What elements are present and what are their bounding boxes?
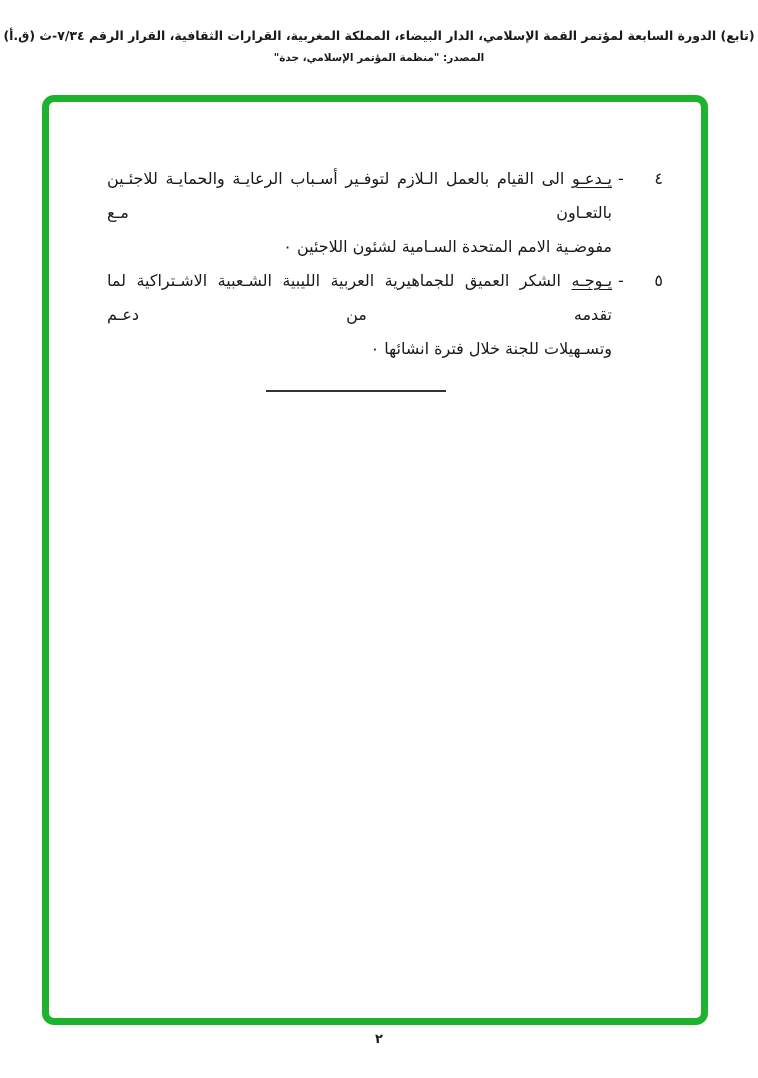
page-number: ٢ [375, 1032, 383, 1047]
clause-5-marker [618, 264, 663, 298]
resolution-body [49, 162, 701, 392]
clause-5-line-2: وتسـهيلات للجنة خلال فترة انشائها ٠ [370, 339, 612, 358]
clause-4-dash: - [618, 169, 624, 188]
clause-4-line-1-rest: الى القيام بالعمل الـلازم لتوفـير أسـباب الرعايـة والحمايـة للاجئـين بالتعـاون مـع [107, 169, 612, 222]
clause-5-line-1-rest: الشكر العميق للجماهيرية العربية الليبية الشـعبية الاشـتراكية لما تقدمه من دعـم [107, 271, 612, 324]
green-frame-border [42, 95, 708, 1025]
clause-4-text [107, 162, 612, 264]
end-of-text-divider [266, 390, 446, 392]
clause-4-operative-verb: يـدعـو [571, 169, 612, 188]
clause-4-number: ٤ [654, 169, 663, 188]
header-title-line: (تابع) الدورة السابعة لمؤتمر القمة الإسلامي، الدار البيضاء، المملكة المغربية، القرارات الثقافية، القرار الرقم ٧/٣٤-ث (ق.أ) [3, 28, 755, 43]
clause-5-line-1 [107, 264, 612, 332]
clause-4-line-1 [107, 162, 612, 230]
clause-4-marker [618, 162, 663, 196]
clause-5-dash: - [618, 271, 624, 290]
clause-4-line-2: مفوضـية الامم المتحدة السـامية لشئون اللاجئين ٠ [283, 237, 612, 256]
clause-5-operative-verb: يـوجـه [571, 271, 613, 290]
page-header [0, 26, 758, 66]
resolution-clause-4 [49, 162, 663, 264]
resolution-clause-5 [49, 264, 663, 366]
clause-5-text [107, 264, 612, 366]
header-source-line: المصدر: "منظمة المؤتمر الإسلامي، جدة" [273, 52, 485, 64]
clause-5-number: ٥ [654, 271, 663, 290]
